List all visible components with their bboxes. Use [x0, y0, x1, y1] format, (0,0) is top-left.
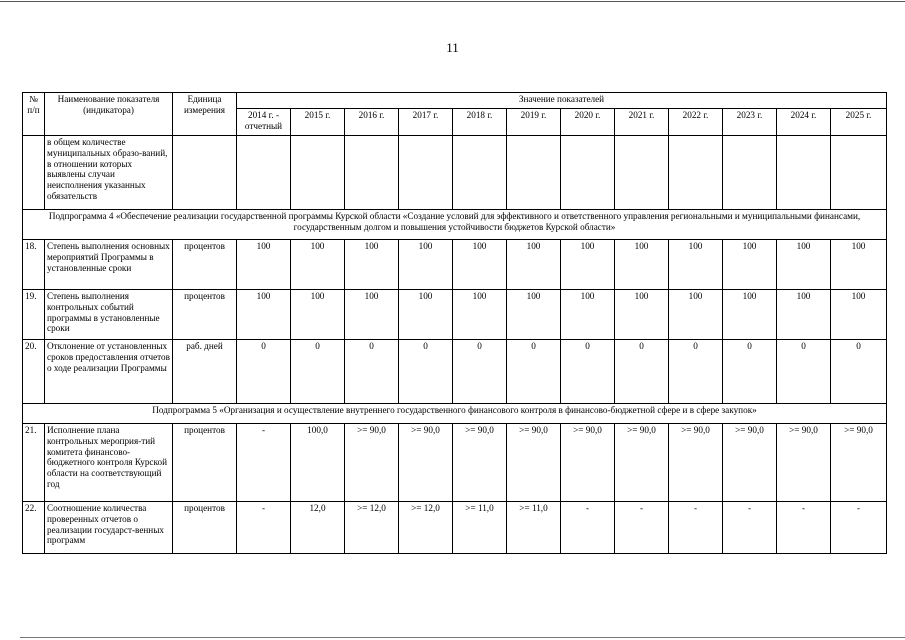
table-row: [23, 290, 887, 340]
value-cell: >= 90,0: [453, 424, 507, 502]
value-cell: >= 90,0: [345, 424, 399, 502]
value-cell: 100: [291, 240, 345, 290]
header-year: 2019 г.: [507, 109, 561, 136]
value-cell: [831, 136, 887, 210]
value-cell: -: [615, 502, 669, 554]
value-cell: 0: [345, 340, 399, 404]
indicator-name: в общем количестве муниципальных образо-ваний, в отношении которых выявлены случаи неисполнения указанных обязательств: [45, 136, 173, 210]
value-cell: 100: [237, 240, 291, 290]
value-cell: 100: [615, 290, 669, 340]
indicator-name: Исполнение плана контрольных мероприя-тий комитета финансово-бюджетного контроля Курской области на соответствующий год: [45, 424, 173, 502]
unit-cell: процентов: [173, 502, 237, 554]
header-year: 2023 г.: [723, 109, 777, 136]
value-cell: 100: [831, 240, 887, 290]
row-number: 19.: [23, 290, 45, 340]
value-cell: 100: [507, 290, 561, 340]
value-cell: 0: [399, 340, 453, 404]
header-year: 2018 г.: [453, 109, 507, 136]
table-row: [23, 240, 887, 290]
table-row: [23, 424, 887, 502]
value-cell: 100: [291, 290, 345, 340]
value-cell: 100: [399, 290, 453, 340]
header-year: 2017 г.: [399, 109, 453, 136]
value-cell: 0: [291, 340, 345, 404]
header-year: 2021 г.: [615, 109, 669, 136]
value-cell: [561, 136, 615, 210]
header-name: Наименование показателя (индикатора): [45, 93, 173, 136]
value-cell: >= 90,0: [723, 424, 777, 502]
value-cell: 100: [345, 290, 399, 340]
indicator-name: Отклонение от установленных сроков предоставления отчетов о ходе реализации Программы: [45, 340, 173, 404]
value-cell: [237, 136, 291, 210]
value-cell: >= 90,0: [669, 424, 723, 502]
value-cell: >= 90,0: [615, 424, 669, 502]
value-cell: 12,0: [291, 502, 345, 554]
value-cell: 100: [453, 240, 507, 290]
header-year: 2015 г.: [291, 109, 345, 136]
value-cell: [345, 136, 399, 210]
value-cell: 100: [399, 240, 453, 290]
row-number: 22.: [23, 502, 45, 554]
header-year: 2025 г.: [831, 109, 887, 136]
value-cell: >= 90,0: [561, 424, 615, 502]
value-cell: 100: [507, 240, 561, 290]
header-year: 2016 г.: [345, 109, 399, 136]
value-cell: 100: [453, 290, 507, 340]
unit-cell: процентов: [173, 240, 237, 290]
value-cell: 0: [777, 340, 831, 404]
value-cell: >= 12,0: [399, 502, 453, 554]
row-number: 20.: [23, 340, 45, 404]
value-cell: 100: [669, 290, 723, 340]
value-cell: 0: [561, 340, 615, 404]
value-cell: -: [669, 502, 723, 554]
value-cell: 100: [345, 240, 399, 290]
header-values: Значение показателей: [237, 93, 887, 109]
value-cell: 100: [615, 240, 669, 290]
subprogram-title: Подпрограмма 4 «Обеспечение реализации государственной программы Курской области «Создание условий для эффективного и ответственного управления региональными и муниципальными финансами, государственным долгом и повышения устойчивости бюджетов Курской области»: [23, 210, 887, 240]
value-cell: 100,0: [291, 424, 345, 502]
value-cell: 100: [669, 240, 723, 290]
header-year: 2014 г. - отчетный: [237, 109, 291, 136]
value-cell: [615, 136, 669, 210]
value-cell: -: [723, 502, 777, 554]
value-cell: >= 90,0: [399, 424, 453, 502]
value-cell: 100: [237, 290, 291, 340]
row-number: 21.: [23, 424, 45, 502]
value-cell: -: [831, 502, 887, 554]
value-cell: -: [777, 502, 831, 554]
subprogram-row: [23, 210, 887, 240]
value-cell: -: [561, 502, 615, 554]
value-cell: >= 90,0: [831, 424, 887, 502]
value-cell: 0: [669, 340, 723, 404]
header-year: 2020 г.: [561, 109, 615, 136]
indicator-name: Соотношение количества проверенных отчетов о реализации государст-венных программ: [45, 502, 173, 554]
value-cell: >= 90,0: [507, 424, 561, 502]
header-num: № п/п: [23, 93, 45, 136]
value-cell: [291, 136, 345, 210]
table-row: [23, 340, 887, 404]
row-number: 18.: [23, 240, 45, 290]
value-cell: 0: [615, 340, 669, 404]
row-number: [23, 136, 45, 210]
value-cell: 100: [561, 290, 615, 340]
header-unit: Единица измерения: [173, 93, 237, 136]
subprogram-title: Подпрограмма 5 «Организация и осуществление внутреннего государственного финансового контроля в финансово-бюджетной сфере и в сфере закупок»: [23, 404, 887, 424]
value-cell: >= 11,0: [507, 502, 561, 554]
value-cell: >= 12,0: [345, 502, 399, 554]
value-cell: 100: [777, 290, 831, 340]
table-row: [23, 136, 887, 210]
value-cell: 0: [831, 340, 887, 404]
unit-cell: процентов: [173, 424, 237, 502]
subprogram-row: [23, 404, 887, 424]
value-cell: 100: [723, 240, 777, 290]
indicator-table: [22, 92, 887, 554]
unit-cell: раб. дней: [173, 340, 237, 404]
value-cell: -: [237, 424, 291, 502]
indicator-name: Степень выполнения основных мероприятий Программы в установленные сроки: [45, 240, 173, 290]
value-cell: 0: [453, 340, 507, 404]
page-number: 11: [446, 40, 459, 55]
value-cell: 100: [723, 290, 777, 340]
value-cell: [453, 136, 507, 210]
value-cell: >= 90,0: [777, 424, 831, 502]
header-year: 2022 г.: [669, 109, 723, 136]
value-cell: [669, 136, 723, 210]
value-cell: [723, 136, 777, 210]
value-cell: 0: [723, 340, 777, 404]
top-scan-edge: [0, 1, 905, 2]
unit-cell: [173, 136, 237, 210]
unit-cell: процентов: [173, 290, 237, 340]
value-cell: >= 11,0: [453, 502, 507, 554]
value-cell: 0: [507, 340, 561, 404]
value-cell: [507, 136, 561, 210]
value-cell: -: [237, 502, 291, 554]
value-cell: 100: [777, 240, 831, 290]
value-cell: 100: [561, 240, 615, 290]
bottom-scan-edge: [20, 637, 905, 638]
indicator-name: Степень выполнения контрольных событий программы в установленные сроки: [45, 290, 173, 340]
value-cell: 100: [831, 290, 887, 340]
header-year: 2024 г.: [777, 109, 831, 136]
value-cell: [399, 136, 453, 210]
value-cell: [777, 136, 831, 210]
table-row: [23, 502, 887, 554]
value-cell: 0: [237, 340, 291, 404]
